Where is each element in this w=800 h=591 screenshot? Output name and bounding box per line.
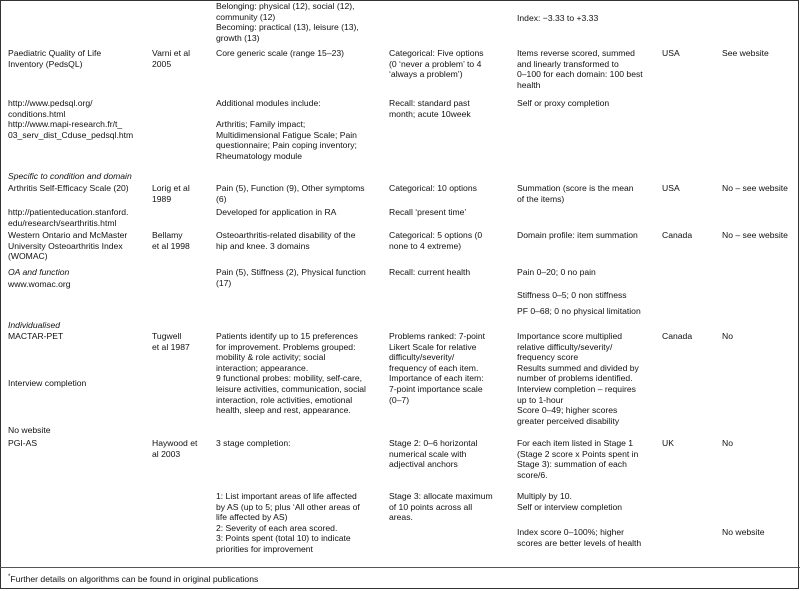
pedsql-scoring: Items reverse scored, summed and linearly transformed to 0–100 for each domain: 100 best health — [517, 48, 643, 90]
pedsql-recall: Recall: standard past month; acute 10week — [389, 98, 471, 119]
mactar-name: MACTAR-PET — [8, 331, 64, 341]
mactar-no-website: No website — [8, 425, 51, 435]
womac-oa: OA and function — [8, 267, 70, 277]
pgi-list: 1: List important areas of life affected by AS (up to 5; plus ‘All other areas of life affected by AS) 2: Severity of each area scored. 3: Points spent (total 10) to indicate priorities for improvement — [216, 491, 360, 554]
ases-author: Lorig et al 1989 — [152, 183, 190, 204]
kidscreen-index: Index: −3.33 to +3.33 — [517, 13, 599, 23]
pedsql-modules: Additional modules include: Arthritis; Family impact; Multidimensional Fatigue Scale; Pain questionnaire; Pain coping inventory; Rheumatology module — [216, 98, 357, 161]
pedsql-name: Paediatric Quality of Life Inventory (PedsQL) — [8, 48, 102, 69]
footnote-marker: * — [8, 574, 11, 580]
pgi-stage: 3 stage completion: — [216, 438, 291, 448]
womac-stiffness: Stiffness 0–5; 0 non stiffness — [517, 290, 627, 300]
pedsql-completion: Self or proxy completion — [517, 98, 610, 108]
mactar-response: Problems ranked: 7-point Likert Scale for relative difficulty/severity/ frequency of each item. Importance of each item: 7-point importance scale (0–7) — [389, 331, 486, 405]
womac-pf: PF 0–68; 0 no physical limitation — [517, 306, 641, 316]
womac-country: Canada — [662, 230, 693, 240]
pgi-country: UK — [662, 438, 674, 448]
mactar-availability: No — [722, 331, 733, 341]
pgi-no-website: No website — [722, 527, 765, 537]
mactar-items: Patients identify up to 15 preferences for improvement. Problems grouped: mobility & role activity; social interaction; appearance. 9 functional probes: mobility, self-care, leisure activities, communication, social interaction, role activities, emotional health, sleep and rest, appearance. — [216, 331, 366, 416]
ases-name: Arthritis Self-Efficacy Scale (20) — [8, 183, 129, 193]
footnote — [8, 572, 258, 584]
pedsql-country: USA — [662, 48, 680, 58]
womac-recall: Recall: current health — [389, 267, 471, 277]
womac-name: Western Ontario and McMaster University Osteoarthritis Index (WOMAC) — [8, 230, 128, 262]
mactar-author: Tugwell et al 1987 — [152, 331, 190, 352]
footnote-divider — [0, 567, 800, 568]
mactar-scoring: Importance score multiplied relative difficulty/severity/ frequency score Results summed and divided by number of problems identified. Interview completion – requires up to 1-hour Score 0–49; higher scores greater perceived disability — [517, 331, 639, 426]
womac-url: www.womac.org — [8, 279, 71, 289]
pedsql-core: Core generic scale (range 15–23) — [216, 48, 345, 58]
pedsql-urls: http://www.pedsql.org/ conditions.html http://www.mapi-research.fr/t_ 03_serv_dist_Cduse_pedsql.htm — [8, 98, 134, 140]
pgi-availability: No — [722, 438, 733, 448]
pgi-stage3: Stage 3: allocate maximum of 10 points across all areas. — [389, 491, 493, 523]
pgi-author: Haywood et al 2003 — [152, 438, 198, 459]
mactar-country: Canada — [662, 331, 693, 341]
womac-author: Bellamy et al 1998 — [152, 230, 190, 251]
ases-url: http://patienteducation.stanford. edu/research/searthritis.html — [8, 207, 129, 228]
section-specific: Specific to condition and domain — [8, 171, 132, 181]
womac-response: Categorical: 5 options (0 none to 4 extreme) — [389, 230, 483, 251]
footnote-text: Further details on algorithms can be found in original publications — [10, 573, 259, 584]
womac-pain: Pain 0–20; 0 no pain — [517, 267, 596, 277]
kidscreen-items: Belonging: physical (12), social (12), community (12) Becoming: practical (13), leisure (13), growth (13) — [216, 1, 359, 43]
pgi-stage2: Stage 2: 0–6 horizontal numerical scale with adjectival anchors — [389, 438, 478, 470]
pgi-name: PGI-AS — [8, 438, 38, 448]
section-individualised: Individualised — [8, 320, 61, 330]
womac-domains: Pain (5), Stiffness (2), Physical function (17) — [216, 267, 366, 288]
womac-availability: No – see website — [722, 230, 788, 240]
ases-scoring: Summation (score is the mean of the items) — [517, 183, 634, 204]
pgi-multiply: Multiply by 10. Self or interview completion — [517, 491, 623, 512]
pgi-scoring: For each item listed in Stage 1 (Stage 2 score x Points spent in Stage 3): summation of each score/6. — [517, 438, 639, 480]
ases-availability: No – see website — [722, 183, 788, 193]
ases-items: Pain (5), Function (9), Other symptoms (6) — [216, 183, 365, 204]
pgi-index: Index score 0–100%; higher scores are better levels of health — [517, 527, 642, 548]
ases-developed: Developed for application in RA — [216, 207, 337, 217]
womac-items: Osteoarthritis-related disability of the hip and knee. 3 domains — [216, 230, 356, 251]
womac-scoring: Domain profile: item summation — [517, 230, 638, 240]
pedsql-availability: See website — [722, 48, 769, 58]
ases-country: USA — [662, 183, 680, 193]
pedsql-response: Categorical: Five options (0 ‘never a problem’ to 4 ‘always a problem’) — [389, 48, 484, 80]
ases-response: Categorical: 10 options — [389, 183, 477, 193]
pedsql-author: Varni et al 2005 — [152, 48, 191, 69]
mactar-interview: Interview completion — [8, 378, 87, 388]
ases-recall: Recall ‘present time’ — [389, 207, 467, 217]
